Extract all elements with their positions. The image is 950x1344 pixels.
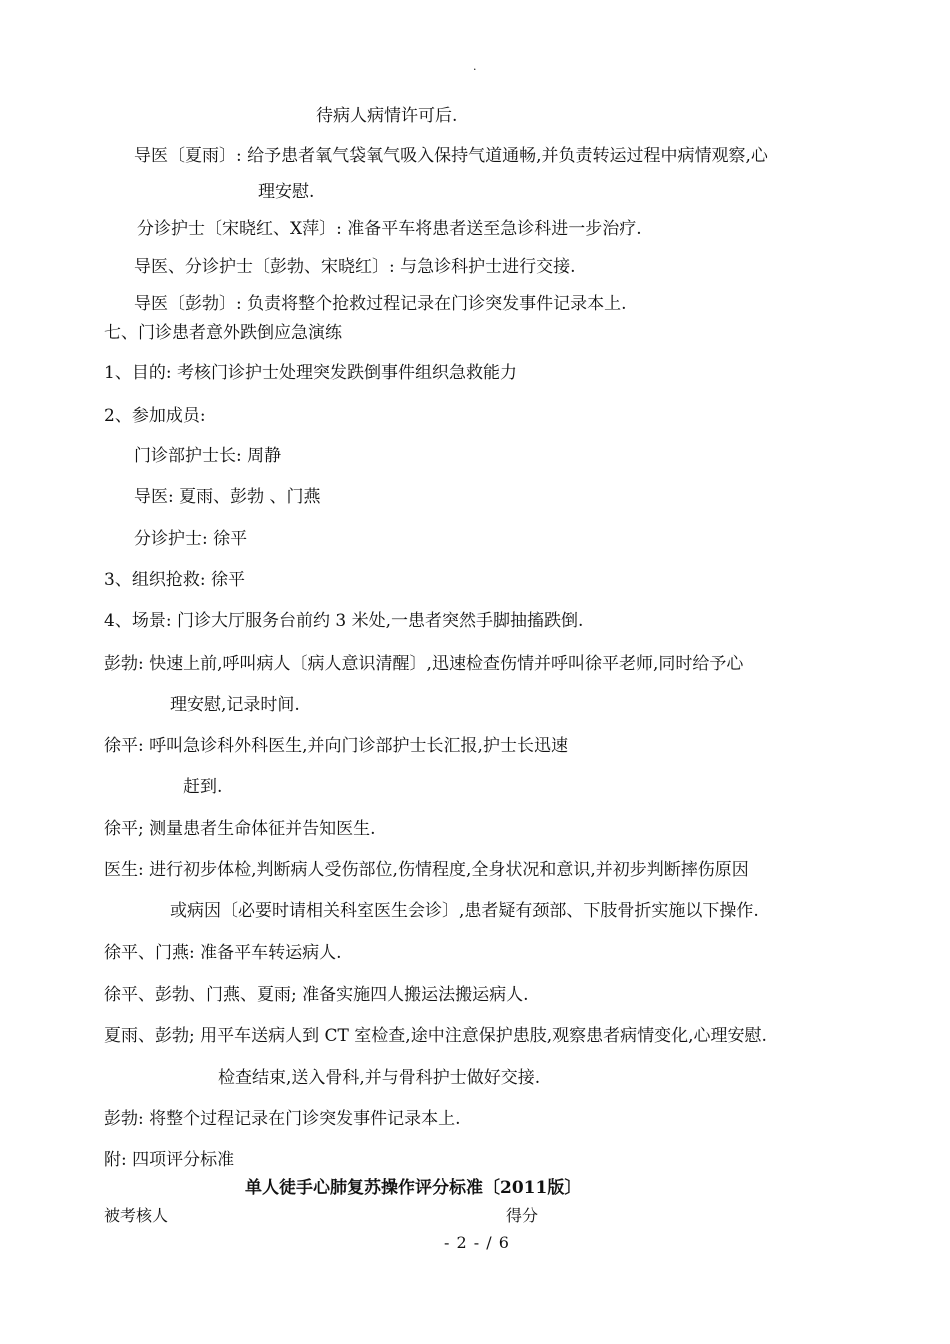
text-line: 夏雨、彭勃; 用平车送病人到 CT 室检查,途中注意保护患肢,观察患者病情变化,心理安慰. [104, 1026, 767, 1046]
text-line: 2、参加成员: [104, 406, 206, 426]
text-line: 3、组织抢救: 徐平 [104, 570, 245, 590]
text-line: 1、目的: 考核门诊护士处理突发跌倒事件组织急救能力 [104, 363, 517, 383]
table-title: 单人徒手心肺复苏操作评分标准〔2011版〕 [245, 1178, 582, 1198]
text-line: 徐平: 呼叫急诊科外科医生,并向门诊部护士长汇报,护士长迅速 [104, 736, 568, 756]
text-line: 医生: 进行初步体检,判断病人受伤部位,伤情程度,全身状况和意识,并初步判断摔伤原因 [104, 860, 749, 880]
text-line: 附: 四项评分标准 [104, 1150, 235, 1170]
text-line: 理安慰. [258, 182, 315, 202]
text-line: 彭勃: 将整个过程记录在门诊突发事件记录本上. [104, 1109, 461, 1129]
text-line: 彭勃: 快速上前,呼叫病人〔病人意识清醒〕,迅速检查伤情并呼叫徐平老师,同时给予心 [104, 654, 744, 674]
section-heading: 七、门诊患者意外跌倒应急演练 [104, 323, 342, 343]
text-line: 理安慰,记录时间. [170, 695, 300, 715]
text-line: 徐平; 测量患者生命体征并告知医生. [104, 819, 376, 839]
text-line: 导医〔夏雨〕: 给予患者氧气袋氧气吸入保持气道通畅,并负责转运过程中病情观察,心 [134, 146, 768, 166]
text-line: 导医: 夏雨、彭勃 、门燕 [134, 487, 321, 507]
score-label: 得分 [506, 1206, 539, 1225]
text-line: 门诊部护士长: 周静 [134, 446, 282, 466]
text-line: 4、场景: 门诊大厅服务台前约 3 米处,一患者突然手脚抽搐跌倒. [104, 611, 584, 631]
text-line: 检查结束,送入骨科,并与骨科护士做好交接. [218, 1068, 541, 1088]
text-line: 徐平、彭勃、门燕、夏雨; 准备实施四人搬运法搬运病人. [104, 985, 529, 1005]
text-line: 分诊护士〔宋晓红、X萍〕: 准备平车将患者送至急诊科进一步治疗. [137, 219, 642, 239]
text-line: 导医〔彭勃〕: 负责将整个抢救过程记录在门诊突发事件记录本上. [134, 294, 627, 314]
examinee-label: 被考核人 [104, 1206, 169, 1225]
text-line: 或病因〔必要时请相关科室医生会诊〕,患者疑有颈部、下肢骨折实施以下操作. [170, 901, 759, 921]
text-line: 分诊护士: 徐平 [134, 529, 248, 549]
text-line: 待病人病情许可后. [316, 106, 458, 126]
page-footer: - 2 - / 6 [444, 1233, 510, 1252]
header-mark: . [473, 60, 477, 73]
text-line: 导医、分诊护士〔彭勃、宋晓红〕: 与急诊科护士进行交接. [134, 257, 576, 277]
text-line: 徐平、门燕: 准备平车转运病人. [104, 943, 342, 963]
text-line: 赶到. [183, 777, 223, 797]
